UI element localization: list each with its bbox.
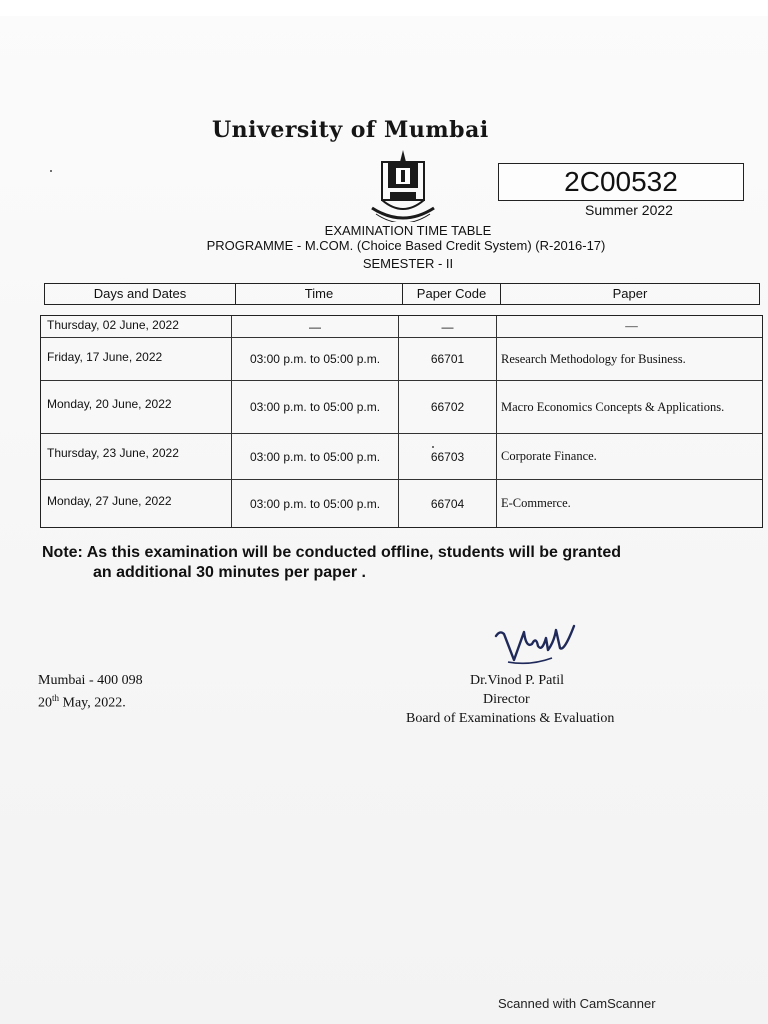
row-date: Friday, 17 June, 2022: [41, 338, 232, 380]
row-code: 66704: [399, 480, 497, 527]
signer-department: Board of Examinations & Evaluation: [406, 711, 615, 726]
director-signature-icon: [490, 622, 580, 668]
signer-name: Dr.Vinod P. Patil: [470, 673, 565, 688]
issue-place: Mumbai - 400 098: [38, 673, 143, 688]
row-code: 66701: [399, 338, 497, 380]
timetable-table: [40, 315, 763, 528]
timetable-title: EXAMINATION TIME TABLE: [324, 223, 492, 238]
scan-speck: [50, 170, 52, 172]
row-time: 03:00 p.m. to 05:00 p.m.: [232, 338, 399, 380]
row-paper: Corporate Finance.: [501, 449, 597, 463]
column-header-paper: Paper: [612, 286, 648, 301]
row-date: Thursday, 23 June, 2022: [41, 434, 232, 479]
university-name: University of Mumbai: [212, 117, 489, 143]
row-time: —: [232, 316, 399, 337]
scanner-watermark: Scanned with CamScanner: [498, 996, 656, 1011]
row-date: Monday, 20 June, 2022: [41, 381, 232, 433]
scan-speck: [432, 446, 434, 448]
issue-date-day: 20: [38, 695, 52, 711]
issue-date: [38, 693, 126, 712]
row-time: 03:00 p.m. to 05:00 p.m.: [232, 434, 399, 479]
scan-edge: [0, 0, 768, 16]
note-line-1: Note: As this examination will be conducted offline, students will be granted: [42, 544, 622, 561]
column-header-time: Time: [236, 284, 403, 304]
row-code: —: [399, 316, 497, 337]
issue-date-rest: May, 2022.: [59, 695, 126, 711]
table-row: [41, 434, 762, 480]
row-code: 66703: [399, 434, 497, 479]
document-code-box: 2C00532: [498, 163, 744, 201]
row-paper: E-Commerce.: [501, 496, 571, 510]
programme-line: PROGRAMME - M.COM. (Choice Based Credit System) (R-2016-17): [206, 238, 606, 253]
exam-season: Summer 2022: [585, 202, 673, 218]
table-header: [44, 283, 760, 305]
row-paper: Research Methodology for Business.: [501, 351, 686, 366]
issue-date-suffix: th: [52, 693, 60, 703]
university-seal-icon: [368, 148, 438, 222]
table-row: [41, 480, 762, 527]
column-header-paper-code: Paper Code: [403, 284, 501, 304]
row-time: 03:00 p.m. to 05:00 p.m.: [232, 480, 399, 527]
row-date: Monday, 27 June, 2022: [41, 480, 232, 527]
note-line-2: an additional 30 minutes per paper .: [93, 564, 366, 581]
row-date: Thursday, 02 June, 2022: [41, 316, 232, 337]
table-row: [41, 381, 762, 434]
row-paper: —: [625, 319, 638, 333]
row-paper: Macro Economics Concepts & Applications.: [501, 399, 725, 414]
semester-line: SEMESTER - II: [362, 256, 454, 271]
column-header-days: Days and Dates: [45, 284, 236, 304]
signer-role: Director: [483, 692, 530, 707]
table-row: [41, 316, 762, 338]
exam-note: [42, 543, 742, 583]
row-code: 66702: [399, 381, 497, 433]
table-row: [41, 338, 762, 381]
row-time: 03:00 p.m. to 05:00 p.m.: [232, 381, 399, 433]
